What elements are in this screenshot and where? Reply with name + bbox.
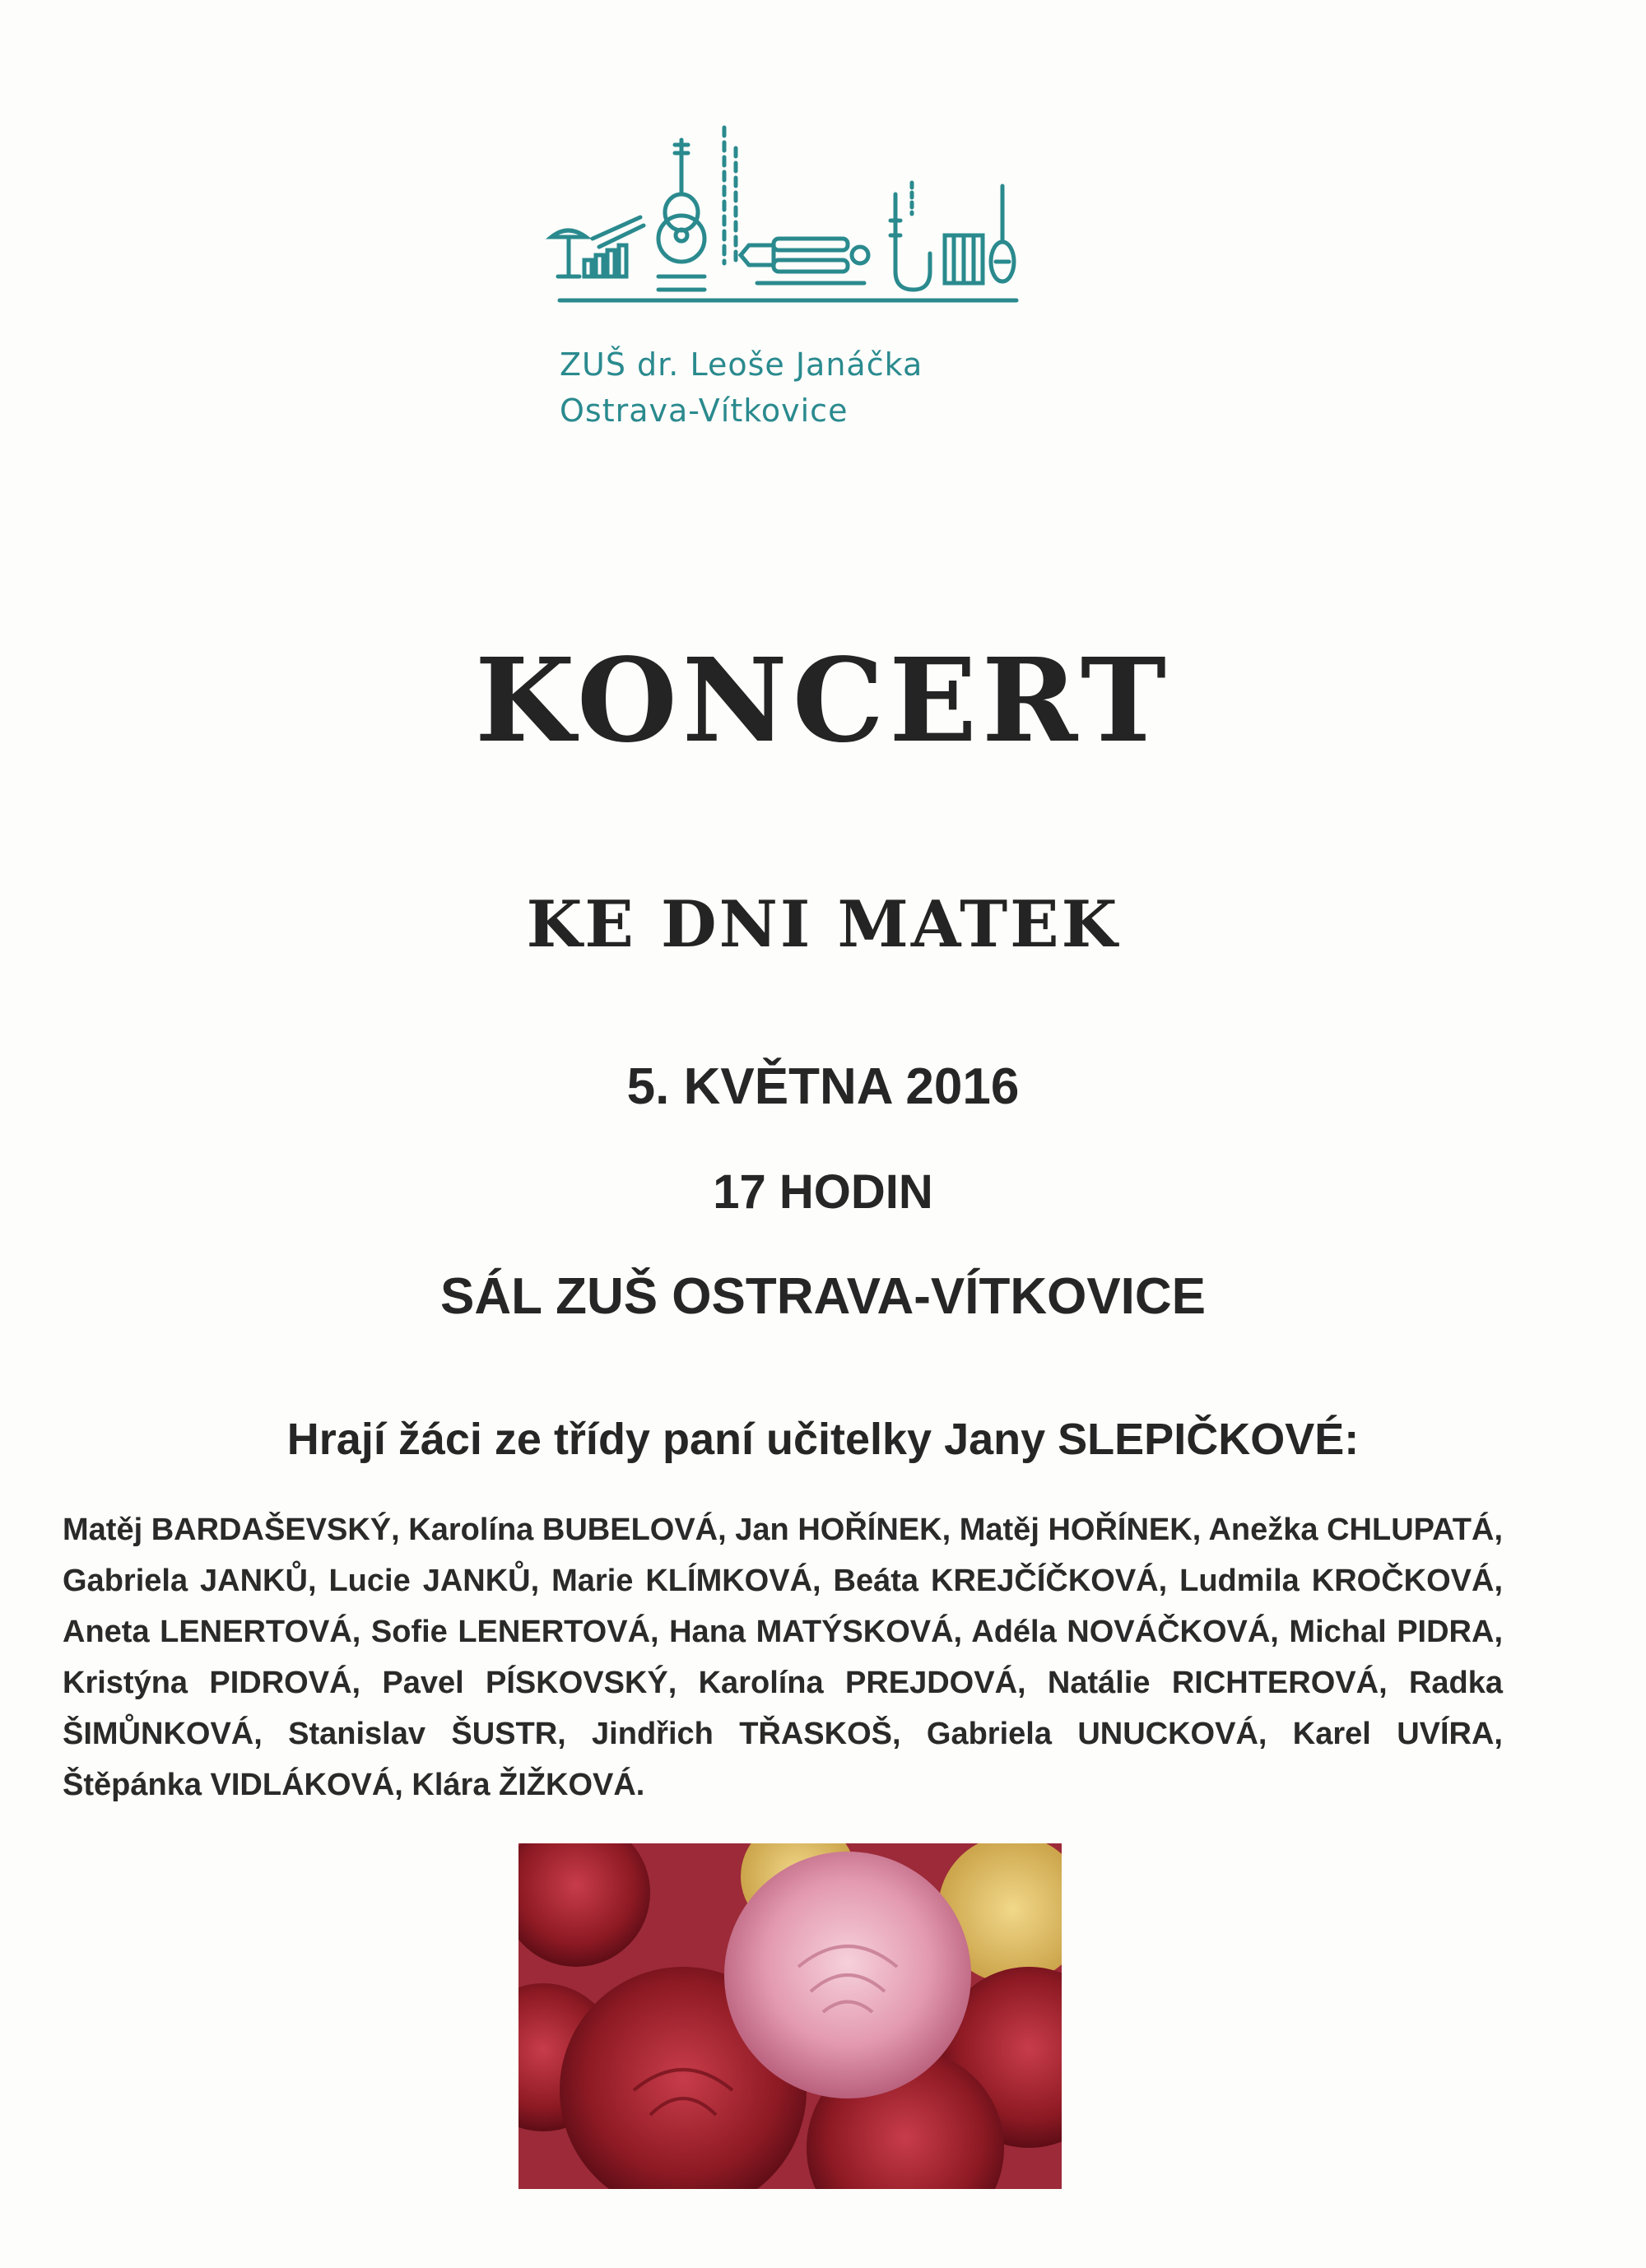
concert-date: 5. KVĚTNA 2016	[626, 1058, 1020, 1115]
concert-venue: SÁL ZUŠ OSTRAVA-VÍTKOVICE	[439, 1268, 1207, 1325]
saxophone-icon	[890, 183, 930, 290]
guitar-icon	[658, 140, 704, 290]
violin-icon	[991, 186, 1014, 281]
xylophone-icon	[584, 217, 644, 277]
players-heading: Hrají žáci ze třídy paní učitelky Jany SLEPIČKOVÉ:	[286, 1415, 1360, 1464]
trombone-icon	[741, 239, 868, 283]
school-name-line2: Ostrava-Vítkovice	[560, 393, 849, 429]
school-name	[560, 342, 1070, 434]
roses-photo	[518, 1843, 1062, 2189]
violin-bow-icon	[724, 128, 736, 263]
school-logo	[535, 115, 1029, 313]
school-name-line1: ZUŠ dr. Leoše Janáčka	[560, 346, 923, 383]
poster-title: KONCERT	[474, 634, 1172, 769]
concert-time: 17 HODIN	[713, 1165, 933, 1219]
poster-subtitle: KE DNI MATEK	[526, 887, 1120, 962]
cymbal-icon	[551, 230, 586, 277]
players-list: Matěj BARDAŠEVSKÝ, Karolína BUBELOVÁ, Jan HOŘÍNEK, Matěj HOŘÍNEK, Anežka CHLUPATÁ, Gabriela JANKŮ, Lucie JANKŮ, Marie KLÍMKOVÁ, Beáta KREJČÍČKOVÁ, Ludmila KROČKOVÁ, Aneta LENERTOVÁ, Sofie LENERTOVÁ, Hana MATÝSKOVÁ, Adéla NOVÁČKOVÁ, Michal PIDRA, Kristýna PIDROVÁ, Pavel PÍSKOVSKÝ, Karolína PREJDOVÁ, Natálie RICHTEROVÁ, Radka ŠIMŮNKOVÁ, Stanislav ŠUSTR, Jindřich TŘASKOŠ, Gabriela UNUCKOVÁ, Karel UVÍRA, Štěpánka VIDLÁKOVÁ, Klára ŽIŽKOVÁ.	[63, 1513, 1503, 1802]
piano-icon	[945, 235, 983, 283]
